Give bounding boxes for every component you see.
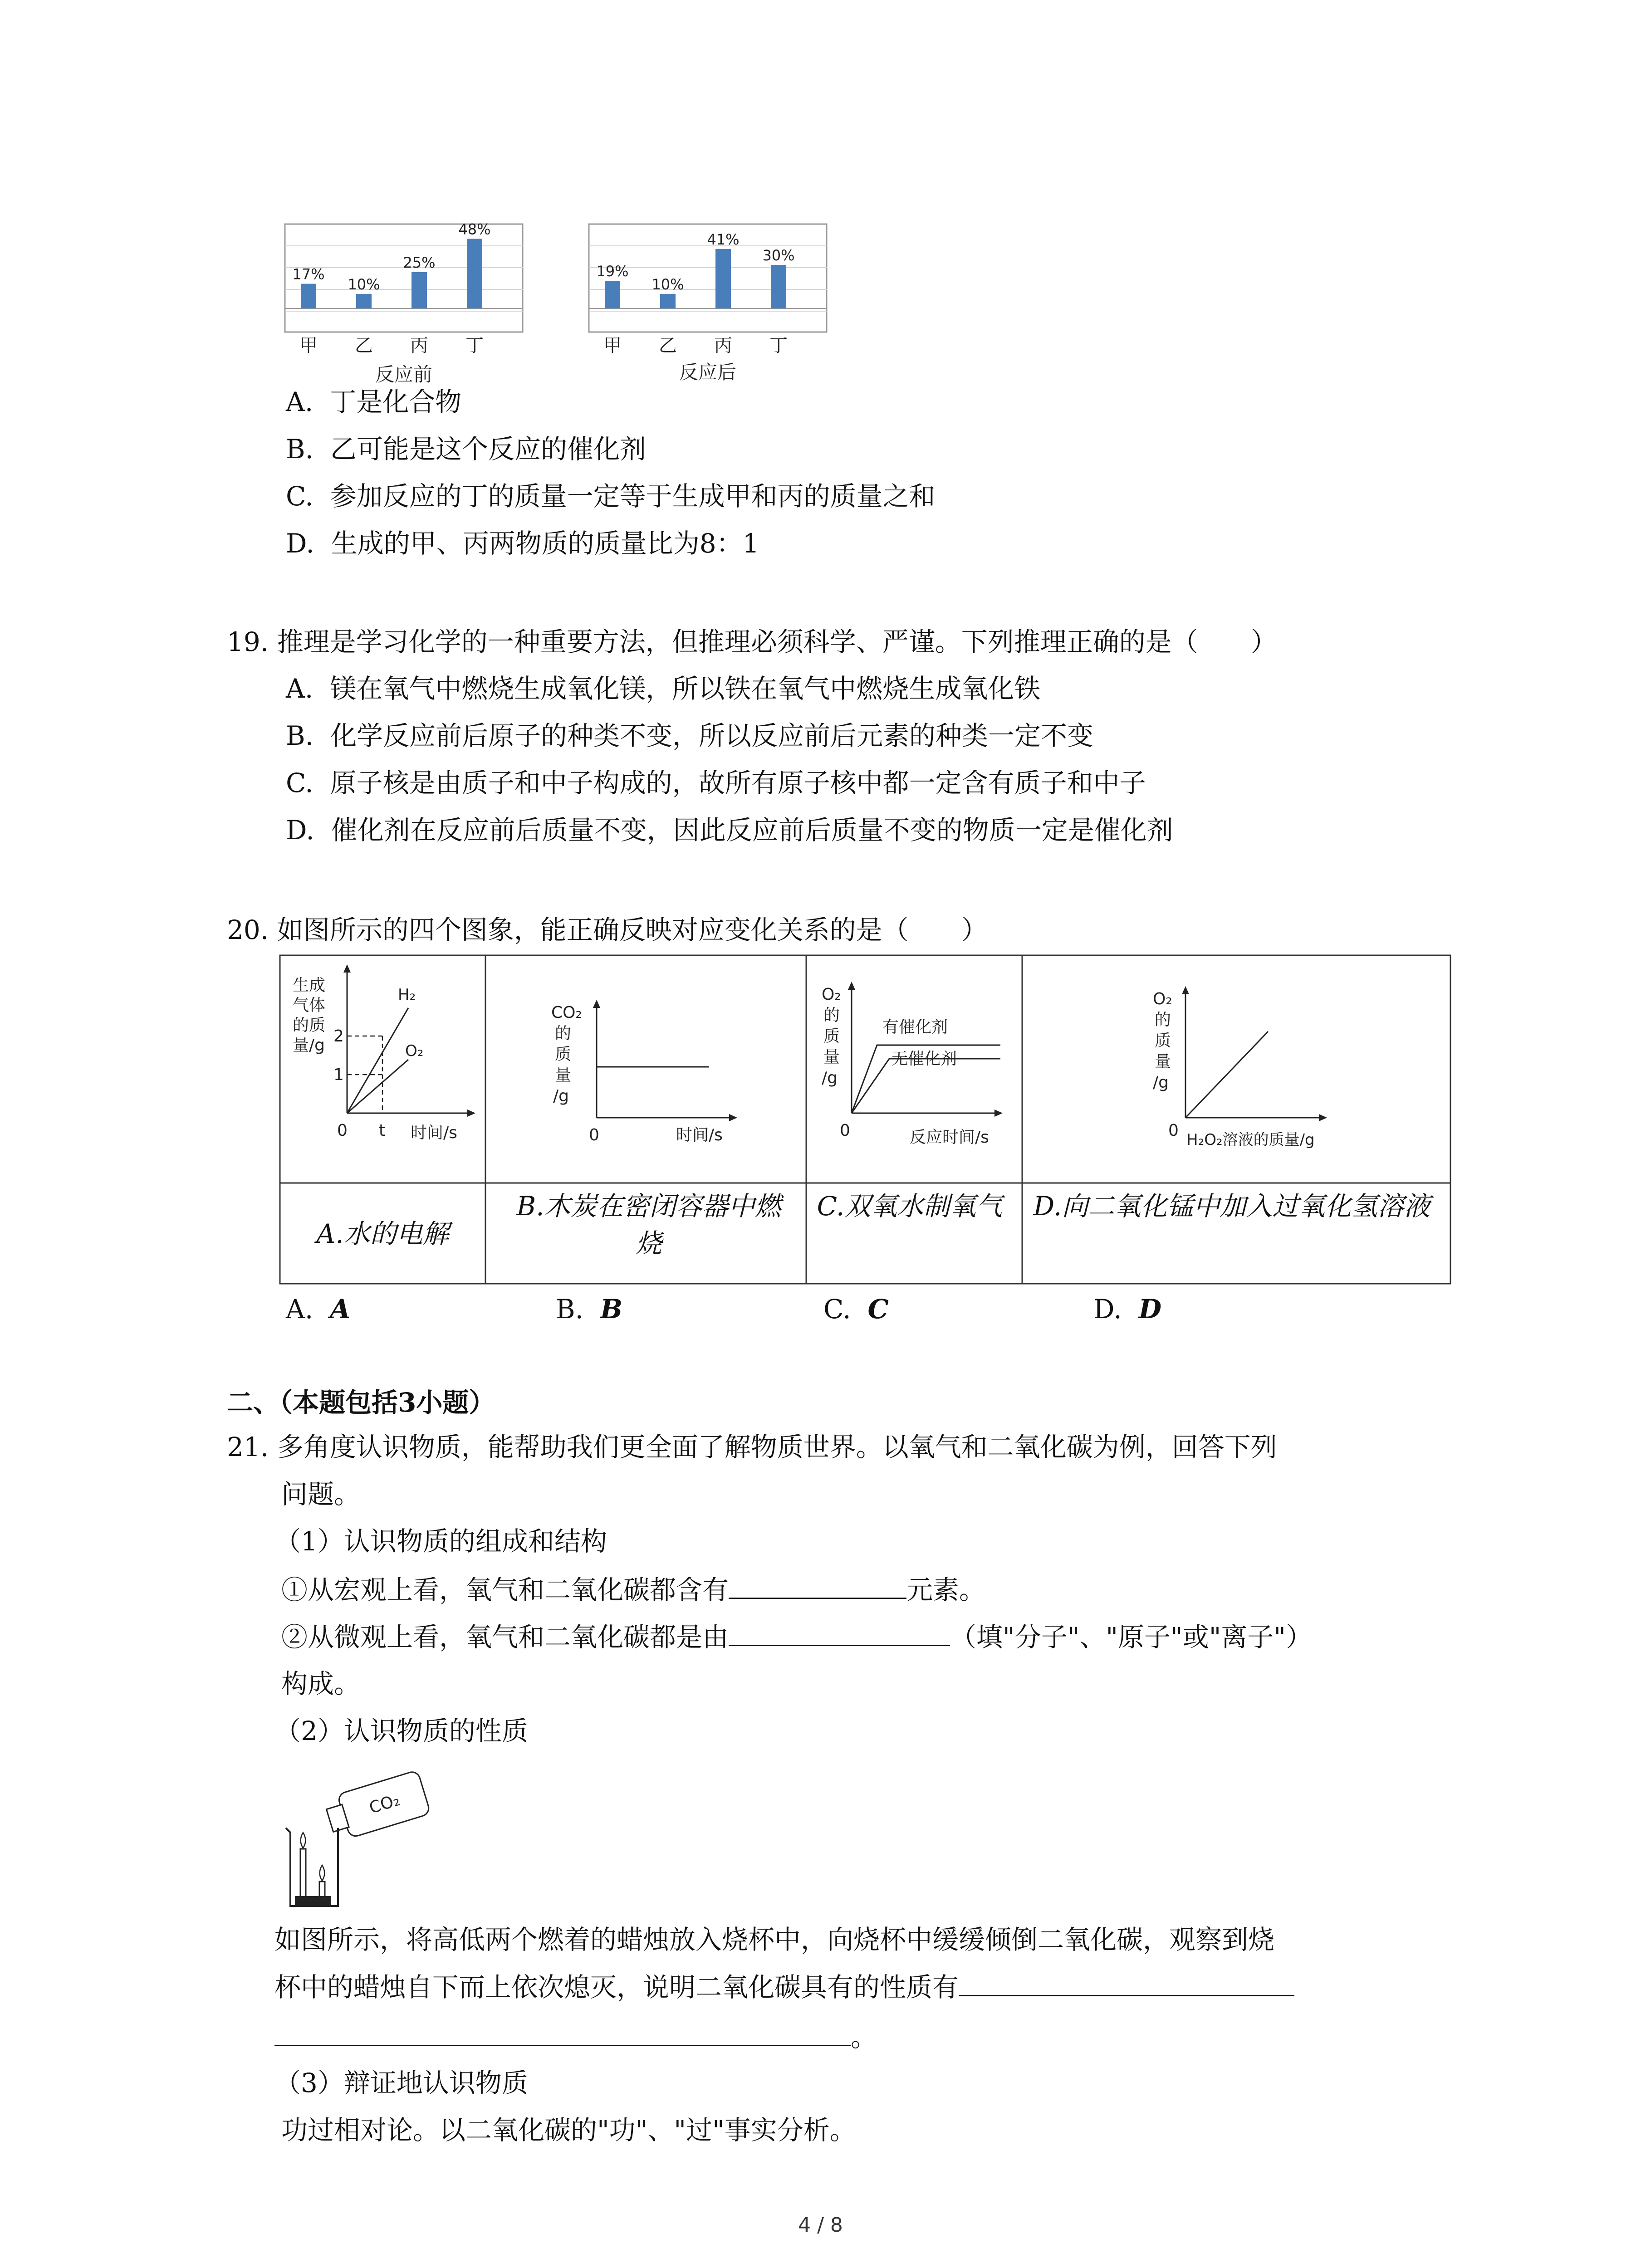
graph-b-ylabel-2: 的 (555, 1024, 572, 1043)
q21-desc-line1: 如图所示，将高低两个燃着的蜡烛放入烧杯中，向烧杯中缓缓倾倒二氧化碳，观察到烧 (274, 1924, 1275, 1955)
answer-blank-1[interactable] (729, 1571, 906, 1599)
graph-d-ylabel-5: /g (1153, 1073, 1169, 1092)
chart-after-title: 反应后 (679, 361, 737, 383)
q20-option-b: B. B (556, 1294, 622, 1325)
bar-after-3 (771, 265, 786, 308)
caption-a: A.水的电解 (316, 1218, 449, 1249)
chart-before (281, 218, 526, 390)
graph-c-ylabel-5: /g (822, 1069, 838, 1087)
graph-a-origin: 0 (337, 1121, 348, 1140)
bar-label-before-2: 25% (403, 254, 436, 271)
chart-after (585, 218, 830, 390)
q18-option-c: C. 参加反应的丁的质量一定等于生成甲和丙的质量之和 (286, 481, 936, 512)
q21-desc-line3: 。 (274, 2019, 877, 2055)
graph-c-ylabel-4: 量 (823, 1048, 840, 1066)
category-label-before-1: 乙 (355, 335, 373, 356)
q21-part3-heading: （3）辩证地认识物质 (274, 2068, 528, 2098)
category-label-after-2: 丙 (714, 335, 732, 356)
bar-before-2 (411, 272, 427, 308)
graph-a-ylabel-3: 的质 (293, 1016, 326, 1035)
graph-d-ylabel-4: 量 (1155, 1052, 1171, 1071)
q20-option-a: A. A (286, 1294, 351, 1325)
graph-a-label-h2: H₂ (398, 986, 416, 1004)
bar-before-3 (467, 239, 482, 308)
q21-part2-heading: （2）认识物质的性质 (274, 1716, 528, 1746)
category-label-after-0: 甲 (603, 335, 622, 356)
co2-bottle-label: CO₂ (367, 1790, 402, 1818)
caption-c: C.双氧水制氧气 (817, 1191, 1003, 1222)
q21-desc-line2: 杯中的蜡烛自下而上依次熄灭，说明二氧化碳具有的性质有 (274, 1969, 1294, 2005)
answer-blank-3[interactable] (959, 1969, 1294, 1996)
bar-after-2 (715, 249, 731, 308)
graph-a-ylabel-2: 气体 (293, 996, 326, 1015)
graph-a-xtick-t: t (379, 1121, 386, 1140)
q21-stem-line1: 21. 多角度认识物质，能帮助我们更全面了解物质世界。以氧气和二氧化碳为例，回答下列 (227, 1432, 1277, 1462)
q19-option-b: B. 化学反应前后原子的种类不变，所以反应前后元素的种类一定不变 (286, 720, 1093, 751)
q21-part3-text: 功过相对论。以二氧化碳的"功"、"过"事实分析。 (281, 2115, 856, 2146)
bar-after-0 (605, 281, 620, 308)
q20-stem: 20. 如图所示的四个图象，能正确反映对应变化关系的是（ ） (227, 914, 988, 945)
section-2-title: 二、（本题包括3小题） (227, 1387, 495, 1418)
graph-b-ylabel-4: 量 (555, 1066, 572, 1085)
q19-option-d: D. 催化剂在反应前后质量不变，因此反应前后质量不变的物质一定是催化剂 (286, 815, 1173, 846)
caption-d: D.向二氧化锰中加入过氧化氢溶液 (1033, 1191, 1430, 1222)
bar-label-before-1: 10% (348, 276, 380, 293)
graph-a (293, 964, 475, 1142)
co2-candle-figure (277, 1760, 449, 1914)
answer-blank-4[interactable] (274, 2019, 851, 2046)
category-label-before-3: 丁 (465, 335, 484, 356)
category-label-before-0: 甲 (299, 335, 318, 356)
graph-d-ylabel-1: O₂ (1153, 990, 1172, 1008)
chart-before-title: 反应前 (375, 363, 433, 386)
q18-option-b: B. 乙可能是这个反应的催化剂 (286, 434, 646, 464)
graph-b (551, 1000, 737, 1144)
graph-a-ylabel-4: 量/g (293, 1036, 325, 1055)
graph-c-ylabel-3: 质 (823, 1027, 840, 1046)
category-label-before-2: 丙 (410, 335, 428, 356)
q18-option-d: D. 生成的甲、丙两物质的质量比为8：1 (286, 528, 759, 559)
graph-d-origin: 0 (1168, 1121, 1179, 1140)
graph-b-ylabel-3: 质 (555, 1045, 572, 1064)
graph-a-label-o2: O₂ (405, 1042, 424, 1060)
graph-b-ylabel-5: /g (553, 1087, 569, 1105)
answer-blank-2[interactable] (729, 1618, 950, 1646)
q21-sentence-1: ①从宏观上看，氧气和二氧化碳都含有 元素。 (281, 1571, 985, 1608)
bar-after-1 (660, 294, 676, 308)
beaker (286, 1828, 338, 1906)
graph-c-origin: 0 (840, 1121, 850, 1140)
graph-d (1153, 986, 1327, 1149)
graph-b-ylabel-1: CO₂ (551, 1003, 582, 1022)
candles (295, 1833, 331, 1906)
q19-option-a: A. 镁在氧气中燃烧生成氧化镁，所以铁在氧气中燃烧生成氧化铁 (286, 673, 1041, 704)
category-label-after-3: 丁 (769, 335, 788, 356)
bar-label-after-3: 30% (762, 247, 795, 264)
graph-d-xlabel: H₂O₂溶液的质量/g (1186, 1131, 1315, 1149)
graph-b-xlabel: 时间/s (676, 1126, 723, 1144)
q19-stem: 19. 推理是学习化学的一种重要方法，但推理必须科学、严谨。下列推理正确的是（ ） (227, 626, 1277, 657)
graph-a-ylabel-1: 生成 (293, 976, 326, 995)
graph-c-label-no-catalyst: 无催化剂 (892, 1050, 957, 1068)
bar-before-1 (356, 294, 372, 308)
bar-label-after-1: 10% (652, 276, 684, 293)
graph-d-ylabel-3: 质 (1155, 1031, 1171, 1050)
bar-before-0 (301, 284, 316, 308)
graph-b-origin: 0 (589, 1126, 599, 1144)
q21-stem-line2: 问题。 (281, 1479, 361, 1510)
q18-option-a: A. 丁是化合物 (286, 386, 462, 417)
q21-part1-heading: （1）认识物质的组成和结构 (274, 1526, 607, 1557)
graph-a-xlabel: 时间/s (411, 1124, 457, 1142)
q21-sentence-2: ②从微观上看，氧气和二氧化碳都是由 （填"分子"、"原子"或"离子"） (281, 1618, 1312, 1655)
bar-label-before-0: 17% (292, 265, 325, 283)
bar-label-after-2: 41% (707, 230, 740, 248)
category-label-after-1: 乙 (659, 335, 677, 356)
graph-c (822, 982, 1003, 1147)
page-number: 4 / 8 (798, 2214, 843, 2237)
q20-option-d: D. D (1093, 1294, 1162, 1325)
q21-sentence-2-end: 构成。 (281, 1668, 361, 1699)
graph-a-ytick-1: 1 (333, 1066, 344, 1084)
bar-label-after-0: 19% (596, 263, 629, 280)
graph-c-label-catalyst: 有催化剂 (882, 1018, 948, 1036)
graph-d-ylabel-2: 的 (1155, 1011, 1171, 1029)
q20-option-c: C. C (823, 1294, 889, 1325)
co2-bottle (323, 1770, 431, 1842)
graph-c-xlabel: 反应时间/s (910, 1128, 989, 1147)
graph-c-ylabel-1: O₂ (822, 985, 841, 1004)
graph-c-ylabel-2: 的 (823, 1006, 840, 1025)
caption-b: B.木炭在密闭容器中燃烧 (516, 1191, 781, 1259)
q19-option-c: C. 原子核是由质子和中子构成的，故所有原子核中都一定含有质子和中子 (286, 767, 1146, 798)
bar-label-before-3: 48% (458, 220, 491, 238)
graph-a-ytick-2: 2 (333, 1027, 344, 1046)
